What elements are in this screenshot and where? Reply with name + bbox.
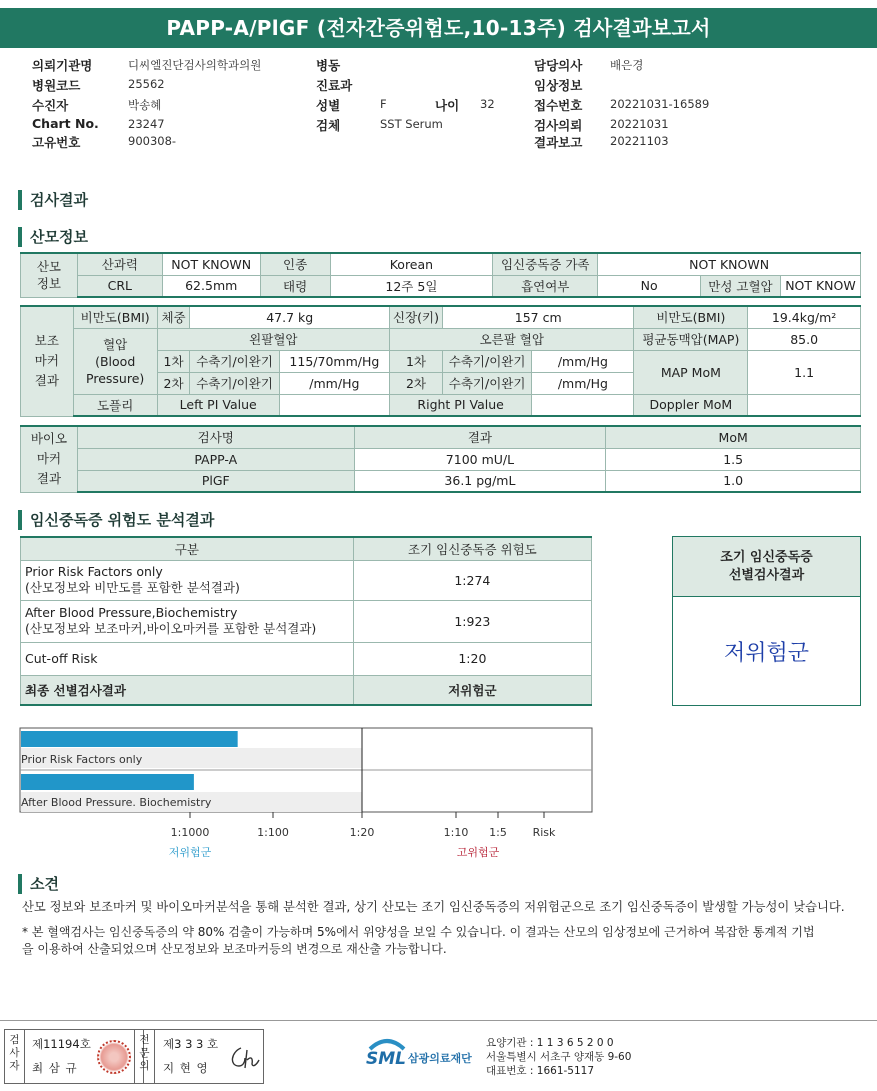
cell: 1.0	[606, 470, 861, 492]
cell: 결과	[354, 426, 606, 448]
specialist-label: 전 문 의	[135, 1030, 155, 1083]
cell	[748, 394, 861, 416]
cell: 7100 mU/L	[354, 448, 606, 470]
section-title: 검사결과	[30, 191, 88, 209]
screening-result-head: 조기 임신중독증 선별검사결과	[673, 537, 860, 597]
bio-group-label: 바이오 마커 결과	[21, 426, 78, 492]
cell: Doppler MoM	[634, 394, 748, 416]
cell: 검사명	[77, 426, 354, 448]
screening-result-value: 저위험군	[723, 640, 809, 666]
risk-row-title: Prior Risk Factors only	[25, 564, 163, 579]
cell: 157 cm	[442, 306, 634, 328]
cell: 비만도(BMI)	[634, 306, 748, 328]
cell: NOT KNOW	[780, 275, 860, 297]
cell: /mm/Hg	[532, 350, 634, 372]
cell: 수축기/이완기	[442, 350, 531, 372]
cell: 인종	[260, 253, 330, 275]
cell: PAPP-A	[77, 448, 354, 470]
header-label: 진료과	[316, 78, 353, 93]
cell: 오른팔 혈압	[390, 328, 634, 350]
tick-label: 1:20	[349, 826, 375, 839]
cell: 1.5	[606, 448, 861, 470]
section-risk	[18, 509, 214, 530]
high-risk-label: 고위험군	[456, 846, 500, 859]
cell: Left PI Value	[157, 394, 279, 416]
sml-logo-text: SML	[366, 1049, 406, 1069]
cell: NOT KNOWN	[162, 253, 260, 275]
section-bar	[18, 227, 22, 247]
cell: 태령	[260, 275, 330, 297]
header-label: 나이	[435, 98, 460, 113]
header-value: 디씨엘진단검사의학과의원	[128, 58, 262, 72]
risk-table	[20, 536, 592, 706]
cell: 임신중독증 가족	[493, 253, 598, 275]
cell: 구분	[21, 537, 354, 560]
cell: 만성 고혈압	[700, 275, 780, 297]
org-info-line: 요양기관 : 1 1 3 6 5 2 0 0	[486, 1037, 614, 1049]
risk-bar-label: After Blood Pressure. Biochemistry	[21, 796, 212, 809]
cell: 왼팔혈압	[157, 328, 389, 350]
tick-label: 1:5	[489, 826, 507, 839]
cell: /mm/Hg	[279, 372, 389, 394]
disclaimer-line-2: 을 이용하여 산출되었으며 산모정보와 보조마커등의 변경으로 재산출 가능합니다.	[22, 942, 447, 956]
section-title: 산모정보	[30, 228, 88, 246]
aux-group-label: 보조 마커 결과	[21, 306, 74, 416]
cell: 조기 임신중독증 위험도	[353, 537, 591, 560]
header-value: 20221031	[610, 117, 669, 131]
tick-label: 1:1000	[170, 826, 210, 839]
section-bar	[18, 190, 22, 210]
inspector-license: 제11194호	[32, 1037, 91, 1051]
header-label: 수진자	[32, 98, 69, 113]
inspector-name: 최 삼 규	[32, 1061, 78, 1075]
risk-value: 1:923	[353, 600, 591, 642]
report-title: PAPP-A/PlGF (전자간증위험도,10-13주) 검사결과보고서	[0, 8, 877, 48]
risk-bar	[21, 774, 194, 790]
cell: 수축기/이완기	[190, 372, 279, 394]
cell: 47.7 kg	[190, 306, 390, 328]
header-label: 의뢰기관명	[32, 58, 93, 73]
cell: 평균동맥압(MAP)	[634, 328, 748, 350]
aux-marker-table	[20, 305, 861, 417]
header-label: 병원코드	[32, 78, 81, 93]
bp-label: 혈압 (Blood Pressure)	[73, 328, 157, 394]
header-label: 결과보고	[534, 135, 583, 150]
header-value: 25562	[128, 77, 165, 91]
tick-label: Risk	[532, 826, 556, 839]
cell: 1차	[157, 350, 190, 372]
cell: 85.0	[748, 328, 861, 350]
header-label: 고유번호	[32, 135, 81, 150]
low-risk-label: 저위험군	[168, 846, 212, 859]
screening-result-box	[672, 536, 861, 706]
cell: 1.1	[748, 350, 861, 394]
cell: Right PI Value	[390, 394, 532, 416]
risk-bar-label: Prior Risk Factors only	[21, 753, 143, 766]
header-label: 검체	[316, 118, 341, 133]
org-info-line: 대표번호 : 1661-5117	[486, 1065, 595, 1077]
sml-logo	[366, 1035, 408, 1077]
risk-row-label	[21, 600, 354, 642]
risk-row-label: Cut-off Risk	[21, 642, 354, 675]
section-maternal	[18, 226, 88, 247]
bio-marker-table	[20, 425, 861, 493]
risk-value: 1:274	[353, 560, 591, 600]
risk-row-sub: (산모정보와 보조마커,바이오마커를 포함한 분석결과)	[25, 621, 317, 636]
section-result	[18, 189, 88, 210]
header-value: 23247	[128, 117, 165, 131]
report-footer	[0, 1020, 877, 1091]
cell: 신장(키)	[390, 306, 443, 328]
disclaimer-line-1: * 본 혈액검사는 임신중독증의 약 80% 검출이 가능하며 5%에서 위양성을 보일 수 있습니다. 이 결과는 산모의 임상정보에 근거하여 복잡한 통계적 기법	[22, 925, 815, 939]
org-name: 삼광의료재단	[408, 1052, 472, 1065]
final-result-label: 최종 선별검사결과	[21, 675, 354, 705]
header-label: 임상정보	[534, 78, 583, 93]
header-value: 20221103	[610, 134, 669, 148]
cell: 산과력	[77, 253, 162, 275]
cell: Korean	[330, 253, 493, 275]
seal-icon	[97, 1040, 131, 1074]
header-value: SST Serum	[380, 117, 443, 131]
header-label: 담당의사	[534, 58, 583, 73]
cell: 체중	[157, 306, 190, 328]
cell: 115/70mm/Hg	[279, 350, 389, 372]
cell: 12주 5일	[330, 275, 493, 297]
header-value: 배은경	[610, 58, 644, 72]
risk-row-label	[21, 560, 354, 600]
cell: 2차	[390, 372, 443, 394]
inspector-box	[4, 1029, 144, 1084]
org-info	[486, 1036, 631, 1078]
cell: 1차	[390, 350, 443, 372]
header-value: 박송혜	[128, 98, 162, 112]
risk-row-title: After Blood Pressure,Biochemistry	[25, 605, 238, 620]
cell: NOT KNOWN	[598, 253, 861, 275]
section-title: 임신중독증 위험도 분석결과	[30, 511, 215, 529]
opinion-text: 산모 정보와 보조마커 및 바이오마커분석을 통해 분석한 결과, 상기 산모는 조기 임신중독증의 저위험군으로 조기 임신중독증이 발생할 가능성이 낮습니다.	[22, 900, 845, 914]
tick-label: 1:10	[443, 826, 469, 839]
cell: 수축기/이완기	[190, 350, 279, 372]
header-label: 성별	[316, 98, 341, 113]
risk-chart	[0, 720, 600, 865]
cell: 2차	[157, 372, 190, 394]
header-label: 병동	[316, 58, 341, 73]
cell: 도플리	[73, 394, 157, 416]
cell: 흡연여부	[493, 275, 598, 297]
cell: 비만도(BMI)	[73, 306, 157, 328]
cell: No	[598, 275, 701, 297]
signature-icon	[227, 1044, 261, 1072]
specialist-license: 제3 3 3 호	[163, 1037, 219, 1051]
section-title: 소견	[30, 875, 59, 893]
tick-label: 1:100	[257, 826, 289, 839]
cell: 62.5mm	[162, 275, 260, 297]
specialist-box	[134, 1029, 264, 1084]
cell: MoM	[606, 426, 861, 448]
header-value: 900308-	[128, 134, 177, 148]
section-bar	[18, 510, 22, 530]
cell	[279, 394, 389, 416]
maternal-info-table	[20, 252, 861, 298]
cell	[532, 394, 634, 416]
header-value: 20221031-16589	[610, 97, 710, 111]
section-opinion	[18, 873, 59, 894]
inspector-label: 검 사 자	[5, 1030, 25, 1083]
maternal-group-label: 산모 정보	[21, 253, 78, 297]
cell: /mm/Hg	[532, 372, 634, 394]
cell: 수축기/이완기	[442, 372, 531, 394]
cell: 36.1 pg/mL	[354, 470, 606, 492]
final-result-value: 저위험군	[353, 675, 591, 705]
header-value: 32	[480, 97, 495, 111]
header-value: F	[380, 97, 387, 111]
header-label: 검사의뢰	[534, 118, 583, 133]
header-label: Chart No.	[32, 116, 99, 131]
cell: 19.4kg/m²	[748, 306, 861, 328]
risk-row-sub: (산모정보와 비만도를 포함한 분석결과)	[25, 580, 240, 595]
cell: PlGF	[77, 470, 354, 492]
cell: CRL	[77, 275, 162, 297]
section-bar	[18, 874, 22, 894]
cell: MAP MoM	[634, 350, 748, 394]
specialist-name: 지 현 영	[163, 1061, 209, 1075]
risk-value: 1:20	[353, 642, 591, 675]
header-label: 접수번호	[534, 98, 583, 113]
risk-bar	[21, 731, 238, 747]
org-info-line: 서울특별시 서초구 양재동 9-60	[486, 1051, 632, 1063]
